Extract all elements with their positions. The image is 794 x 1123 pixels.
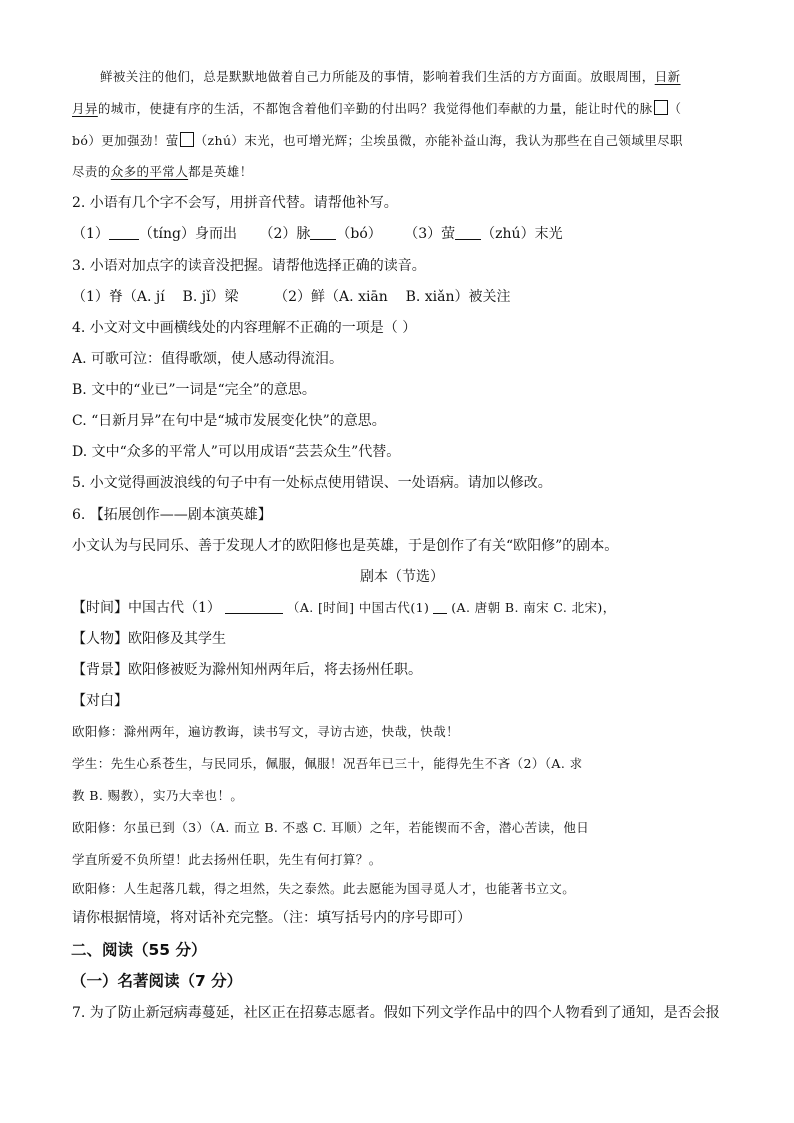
passage-line-1: 鲜被关注的他们，总是默默地做着自己力所能及的事情，影响着我们生活的方方面面。放眼周围，日新 [100,69,681,84]
subsection-heading: （一）名著阅读（7 分） [71,972,243,990]
answer-blank[interactable] [433,599,447,614]
script-people: 【人物】欧阳修及其学生 [72,631,226,647]
question-5: 5. 小文觉得画波浪线的句子中有一处标点使用错误、一处语病。请加以修改。 [72,475,552,491]
option-a: A. 可歌可泣：值得歌颂，使人感动得流泪。 [72,351,344,367]
option-b: B. 文中的“业已”一词是“完全”的意思。 [72,382,316,398]
passage-line-2: 月异的城市，使捷有序的生活，不都饱含着他们辛勤的付出吗？我觉得他们奉献的力量，能让时代的脉 （ [72,101,682,116]
blank-box [654,100,668,115]
question-2: 2. 小语有几个字不会写，用拼音代替。请帮他补写。 [72,195,398,211]
dialogue-line: 欧阳修：滁州两年，遍访教诲，读书写文，寻访古迹，快哉，快哉！ [72,724,460,739]
script-background: 【背景】欧阳修被贬为滁州知州两年后，将去扬州任职。 [72,662,422,678]
answer-blank[interactable] [109,225,139,240]
question-6-intro: 小文认为与民同乐、善于发现人才的欧阳修也是英雄，于是创作了有关“欧阳修”的剧本。 [72,538,619,554]
dialogue-line: 教 B. 赐教），实乃大幸也！。 [72,788,244,803]
question-4: 4. 小文对文中画横线处的内容理解不正确的一项是（ ） [72,320,417,336]
question-7: 7. 为了防止新冠病毒蔓延，社区正在招募志愿者。假如下列文学作品中的四个人物看到了通知，是否会报 [72,1005,720,1021]
dialogue-line: 学生：先生心系苍生，与民同乐，佩服，佩服！况吾年已三十，能得先生不吝（2）（A. 求 [72,756,583,771]
answer-blank[interactable] [225,599,283,614]
question-6-note: 请你根据情境，将对话补充完整。（注：填写括号内的序号即可） [72,910,471,926]
passage-line-3: bó）更加强劲！萤 （zhú）末光，也可增光辉；尘埃虽微，亦能补益山海，我认为那些在自己领域里尽职 [72,133,683,148]
blank-box [180,132,194,147]
underlined-phrase: 众多的平常人 [110,164,189,179]
option-d: D. 文中“众多的平常人”可以用成语“芸芸众生”代替。 [72,444,401,460]
script-title: 剧本（节选） [360,569,444,585]
question-2-answers: （1） （tíng）身而出 （2）脉 （bó） （3）萤 （zhú）末光 [72,226,563,242]
underlined-phrase: 月异 [72,101,98,116]
dialogue-line: 欧阳修：人生起落几载，得之坦然，失之泰然。此去愿能为国寻觅人才，也能著书立文。 [72,881,576,896]
question-3-options: （1）脊（A. jí B. jǐ）梁 （2）鲜（A. xiān B. xiǎn）被关注 [72,289,511,305]
underlined-phrase: 日新 [654,69,681,84]
question-6-title: 6. 【拓展创作——剧本演英雄】 [72,507,272,523]
script-dialogue-label: 【对白】 [72,693,128,709]
dialogue-line: 欧阳修：尔虽已到（3）（A. 而立 B. 不惑 C. 耳顺）之年，若能锲而不舍，潜心苦读，他日 [72,820,590,835]
script-time: 【时间】中国古代（1） （A. [时间] 中国古代(1) (A. 唐朝 B. 南宋 C. 北宋)， [72,600,616,616]
question-3: 3. 小语对加点字的读音没把握。请帮他选择正确的读音。 [72,258,426,274]
answer-blank[interactable] [310,225,336,240]
answer-blank[interactable] [455,225,481,240]
dialogue-line: 学直所爱不负所望！此去扬州任职，先生有何打算？。 [72,852,382,867]
option-c: C. “日新月异”在句中是“城市发展变化快”的意思。 [72,413,386,429]
passage-line-4: 尽责的众多的平常人都是英雄！ [72,164,253,179]
section-heading: 二、阅读（55 分） [71,941,207,959]
